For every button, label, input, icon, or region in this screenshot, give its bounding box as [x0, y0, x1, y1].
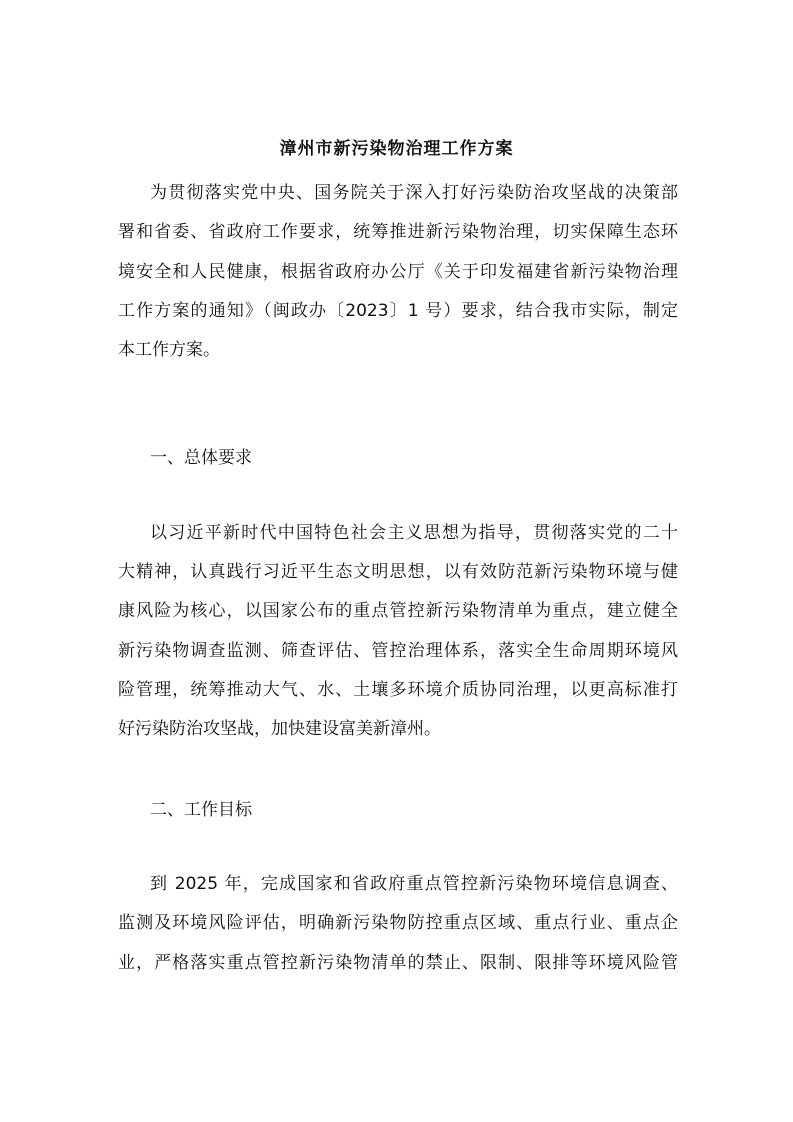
intro-line: 工作方案的通知》（闽政办〔2023〕1 号）要求，结合我市实际，制定 — [118, 301, 678, 321]
document-title: 漳州市新污染物治理工作方案 — [279, 139, 514, 159]
section-heading-2: 二、工作目标 — [150, 800, 252, 820]
section2-line: 到 2025 年，完成国家和省政府重点管控新污染物环境信息调查、 — [150, 874, 678, 894]
section1-line: 大精神，认真践行习近平生态文明思想，以有效防范新污染物环境与健 — [118, 562, 678, 582]
intro-line: 为贯彻落实党中央、国务院关于深入打好污染防治攻坚战的决策部 — [150, 183, 678, 203]
section2-line: 业，严格落实重点管控新污染物清单的禁止、限制、限排等环境风险管 — [118, 953, 678, 973]
intro-line: 署和省委、省政府工作要求，统筹推进新污染物治理，切实保障生态环 — [118, 222, 678, 242]
section1-line: 康风险为核心，以国家公布的重点管控新污染物清单为重点，建立健全 — [118, 601, 678, 621]
section2-line: 监测及环境风险评估，明确新污染物防控重点区域、重点行业、重点企 — [118, 913, 678, 933]
intro-line: 本工作方案。 — [118, 340, 220, 360]
section1-line: 好污染防治攻坚战，加快建设富美新漳州。 — [118, 719, 441, 739]
section1-line: 新污染物调查监测、筛查评估、管控治理体系，落实全生命周期环境风 — [118, 641, 678, 661]
section1-line: 险管理，统筹推动大气、水、土壤多环境介质协同治理，以更高标准打 — [118, 680, 678, 700]
intro-line: 境安全和人民健康，根据省政府办公厅《关于印发福建省新污染物治理 — [118, 262, 678, 282]
section-heading-1: 一、总体要求 — [150, 448, 252, 468]
section1-line: 以习近平新时代中国特色社会主义思想为指导，贯彻落实党的二十 — [150, 523, 678, 543]
